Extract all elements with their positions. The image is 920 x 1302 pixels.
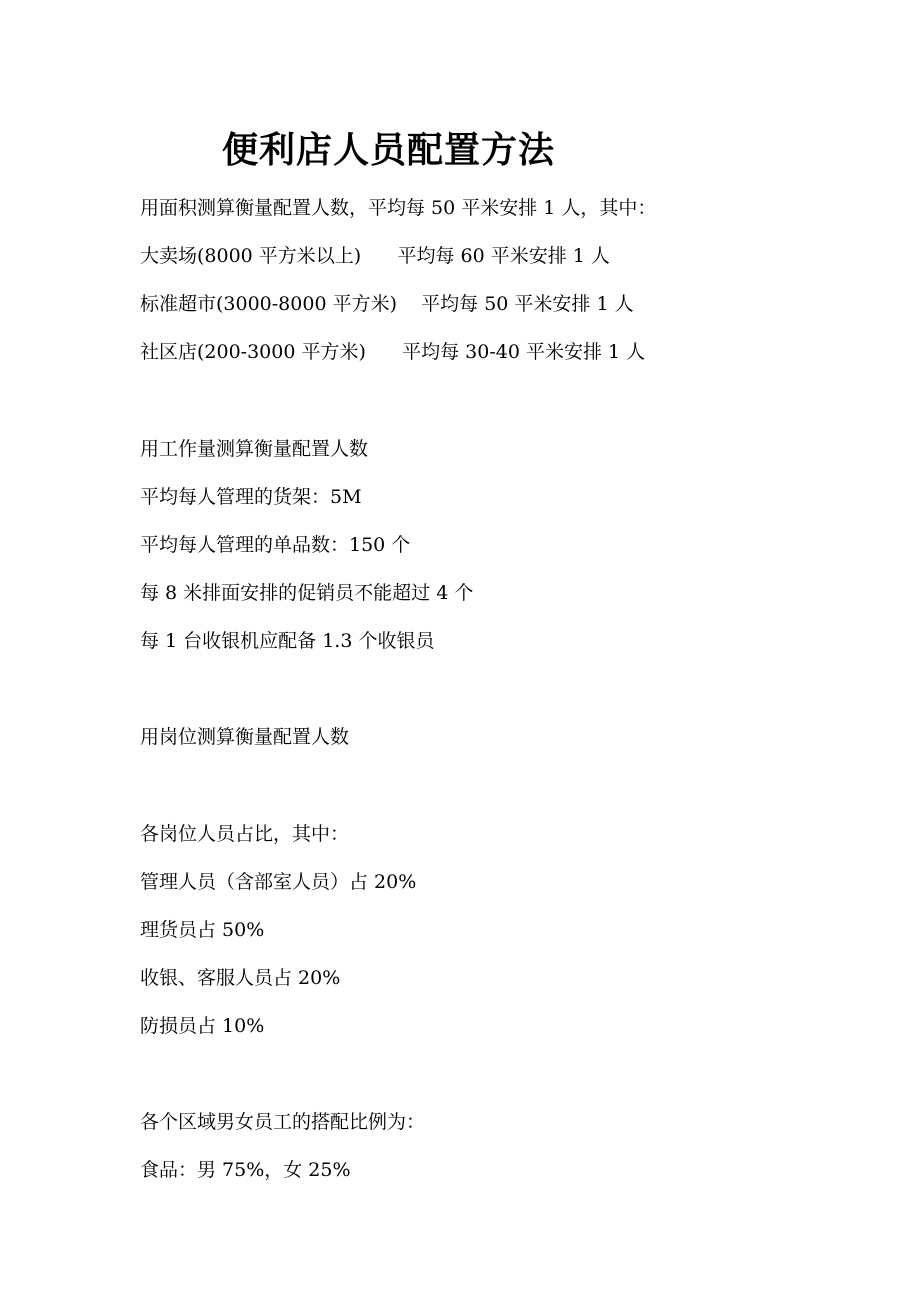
- area-row-community-store: 社区店(200-3000 平方米) 平均每 30-40 平米安排 1 人: [140, 341, 646, 363]
- position-section-heading: 用岗位测算衡量配置人数: [140, 726, 350, 748]
- page-title: 便利店人员配置方法: [222, 129, 556, 171]
- ratio-row-stock-clerk: 理货员占 50%: [140, 919, 265, 941]
- area-row-hypermarket: 大卖场(8000 平方米以上) 平均每 60 平米安排 1 人: [140, 245, 610, 267]
- ratio-section-heading: 各岗位人员占比，其中：: [140, 823, 350, 845]
- area-section-heading: 用面积测算衡量配置人数，平均每 50 平米安排 1 人，其中：: [140, 197, 657, 219]
- ratio-row-management: 管理人员（含部室人员）占 20%: [140, 871, 417, 893]
- workload-row-sku: 平均每人管理的单品数：150 个: [140, 534, 411, 556]
- workload-row-cashier: 每 1 台收银机应配备 1.3 个收银员: [140, 630, 435, 652]
- ratio-row-cashier-service: 收银、客服人员占 20%: [140, 967, 341, 989]
- workload-row-shelf: 平均每人管理的货架：5M: [140, 486, 362, 508]
- workload-section-heading: 用工作量测算衡量配置人数: [140, 438, 369, 460]
- ratio-row-loss-prevention: 防损员占 10%: [140, 1015, 265, 1037]
- gender-row-food: 食品：男 75%，女 25%: [140, 1159, 351, 1181]
- gender-section-heading: 各个区域男女员工的搭配比例为：: [140, 1111, 426, 1133]
- area-row-standard-supermarket: 标准超市(3000-8000 平方米) 平均每 50 平米安排 1 人: [140, 293, 634, 315]
- workload-row-promoter: 每 8 米排面安排的促销员不能超过 4 个: [140, 582, 474, 604]
